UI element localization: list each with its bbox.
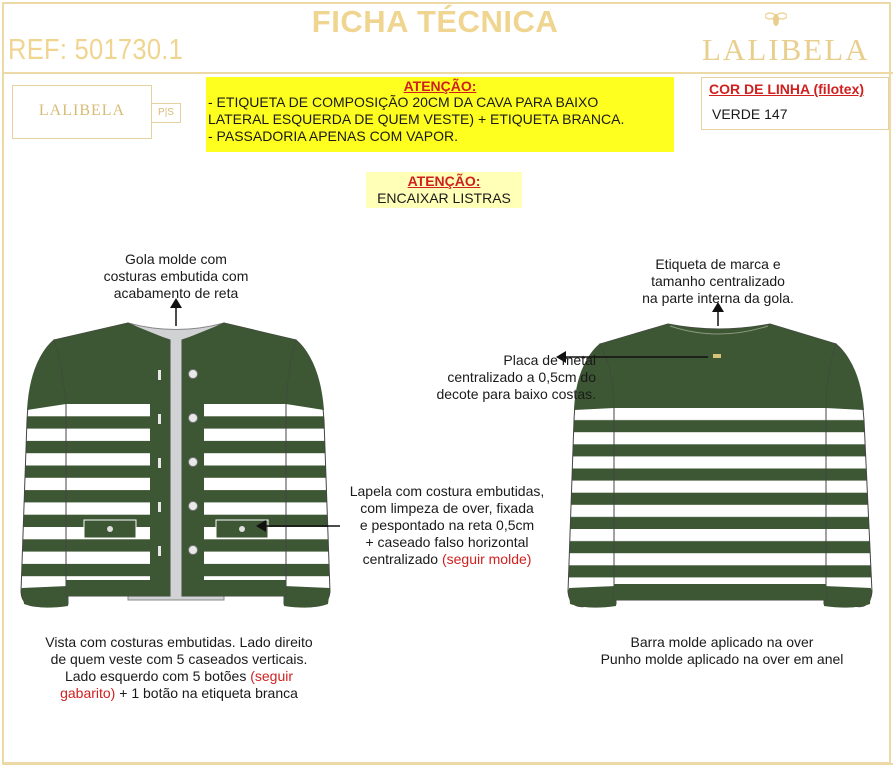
lapel-note bbox=[338, 483, 556, 568]
front-view-note bbox=[20, 634, 338, 702]
stripes-text: ENCAIXAR LISTRAS bbox=[377, 190, 511, 206]
notice-line: - ETIQUETA DE COMPOSIÇÃO 20CM DA CAVA PARA BAIXO bbox=[208, 94, 599, 110]
lapel-note-line bbox=[338, 551, 556, 568]
lapel-note-line: e pespontado na reta 0,5cm bbox=[359, 517, 535, 533]
plate-note-line: centralizado a 0,5cm do bbox=[447, 369, 596, 385]
lapel-note-line: Lapela com costura embutidas, bbox=[349, 483, 545, 499]
brand-logo: LALIBELA bbox=[702, 32, 870, 67]
attention-heading: ATENÇÃO: bbox=[403, 78, 477, 94]
label-note-line: tamanho centralizado bbox=[651, 273, 785, 289]
front-cardigan bbox=[21, 298, 340, 608]
collar-note-line: Gola molde com bbox=[125, 251, 227, 267]
back-cardigan bbox=[556, 302, 872, 608]
page-title: FICHA TÉCNICA bbox=[311, 4, 559, 39]
collar-note-line: acabamento de reta bbox=[113, 285, 239, 301]
lapel-note-text: centralizado bbox=[362, 551, 439, 567]
brand-label-text: LALIBELA bbox=[38, 102, 126, 119]
back-view-note bbox=[572, 634, 872, 668]
label-note-line: Etiqueta de marca e bbox=[655, 256, 781, 272]
back-note-line: Barra molde aplicado na over bbox=[630, 634, 814, 650]
lapel-note-line: + caseado falso horizontal bbox=[365, 534, 529, 550]
front-note-text: + 1 botão na etiqueta branca bbox=[119, 685, 298, 701]
brand-label-note bbox=[618, 256, 818, 307]
collar-note bbox=[94, 251, 258, 302]
size-tag: P|S bbox=[151, 103, 181, 123]
lapel-note-highlight: (seguir molde) bbox=[441, 551, 532, 567]
metal-plate-note bbox=[396, 352, 596, 403]
stripes-heading: ATENÇÃO: bbox=[407, 173, 481, 189]
front-note-highlight: gabarito) bbox=[60, 685, 116, 701]
plate-note-line: decote para baixo costas. bbox=[436, 386, 596, 402]
front-note-highlight: (seguir bbox=[250, 668, 294, 684]
front-note-text: Lado esquerdo com 5 botões bbox=[64, 668, 247, 684]
front-note-line bbox=[20, 668, 338, 685]
thread-value: VERDE 147 bbox=[712, 106, 788, 122]
reference-code: REF: 501730.1 bbox=[8, 34, 184, 66]
label-note-line: na parte interna da gola. bbox=[642, 290, 794, 306]
front-note-line: Vista com costuras embutidas. Lado direito bbox=[45, 634, 313, 650]
notice-line: LATERAL ESQUERDA DE QUEM VESTE) + ETIQUETA BRANCA. bbox=[208, 111, 625, 127]
notice-line: - PASSADORIA APENAS COM VAPOR. bbox=[208, 128, 458, 144]
plate-note-line: Placa de metal bbox=[503, 352, 596, 368]
collar-note-line: costuras embutida com bbox=[103, 268, 249, 284]
thread-heading: COR DE LINHA (filotex) bbox=[709, 81, 865, 97]
front-note-line bbox=[20, 685, 338, 702]
back-note-line: Punho molde aplicado na over em anel bbox=[600, 651, 844, 667]
lapel-note-line: com limpeza de over, fixada bbox=[360, 500, 534, 516]
front-note-line: de quem veste com 5 caseados verticais. bbox=[50, 651, 308, 667]
